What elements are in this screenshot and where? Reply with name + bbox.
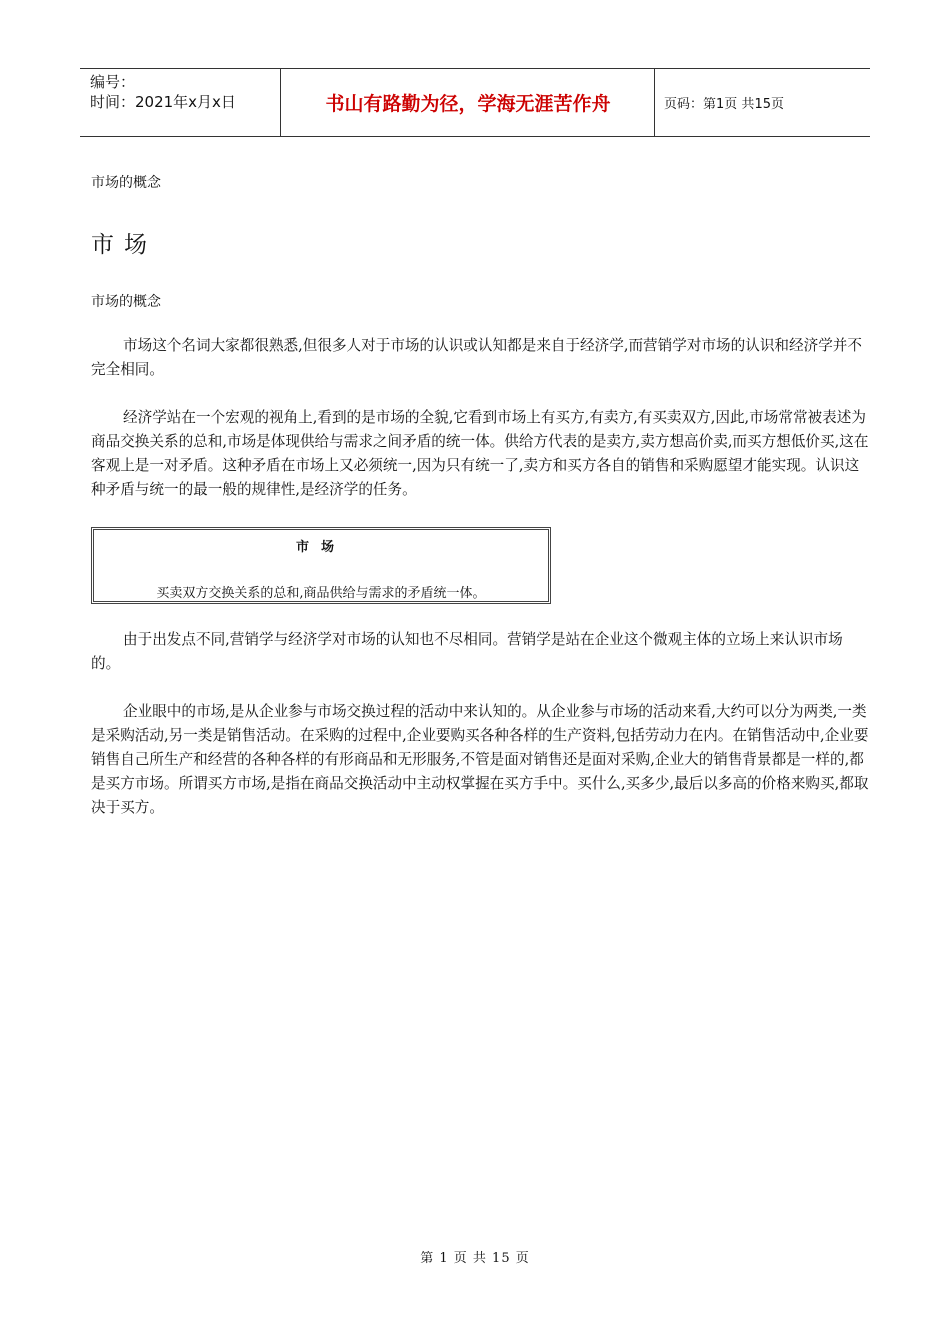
page-number: 1 xyxy=(716,97,725,112)
paragraph-4: 企业眼中的市场,是从企业参与市场交换过程的活动中来认知的。从企业参与市场的活动来看,大约可以分为两类,一类是采购活动,另一类是销售活动。在采购的过程中,企业要购买各种各样的生产资料,包括劳动力在内。在销售活动中,企业要销售自己所生产和经营的各种各样的有形商品和无形服务,不管是面对销售还是面对采购,企业大的销售背景都是一样的,都是买方市场。所谓买方市场,是指在商品交换活动中主动权掌握在买方手中。买什么,买多少,最后以多高的价格来购买,都取决于买方。 xyxy=(91,703,869,816)
top-label: 市场的概念 xyxy=(91,175,161,191)
page-label: 页码：第 xyxy=(664,97,717,112)
paragraph-2: 经济学站在一个宏观的视角上,看到的是市场的全貌,它看到市场上有买方,有卖方,有买卖双方,因此,市场常常被表述为商品交换关系的总和,市场是体现供给与需求之间矛盾的统一体。供给方代表的是卖方,卖方想高价卖,而买方想低价买,这在客观上是一对矛盾。这种矛盾在市场上又必须统一,因为只有统一了,卖方和买方各自的销售和采购愿望才能实现。认识这种矛盾与统一的最一般的规律性,是经济学的任务。 xyxy=(91,409,869,498)
definition-box xyxy=(91,527,551,604)
page-footer: 第 1 页 共 15 页 xyxy=(420,1251,530,1266)
doc-time-label: 时间：2021年x月x日 xyxy=(90,93,236,111)
page-end: 页 xyxy=(770,97,784,112)
doc-number-label: 编号： xyxy=(90,73,136,91)
header-meta xyxy=(90,72,236,112)
section-subtitle: 市场的概念 xyxy=(91,294,161,310)
paragraph-3: 由于出发点不同,营销学与经济学对市场的认知也不尽相同。营销学是站在企业这个微观主体的立场上来认识市场的。 xyxy=(91,631,843,672)
page-mid: 页 共 xyxy=(724,97,755,112)
header-motto: 书山有路勤为径，学海无涯苦作舟 xyxy=(325,93,611,115)
definition-text: 买卖双方交换关系的总和,商品供给与需求的矛盾统一体。 xyxy=(156,586,486,601)
page-header xyxy=(80,68,870,137)
definition-title: 市场 xyxy=(295,540,346,555)
header-divider xyxy=(654,69,655,136)
page-total: 15 xyxy=(754,97,771,112)
page-title: 市场 xyxy=(91,232,157,258)
paragraph-1: 市场这个名词大家都很熟悉,但很多人对于市场的认识或认知都是来自于经济学,而营销学对市场的认识和经济学并不完全相同。 xyxy=(91,337,862,378)
header-page-info xyxy=(664,93,784,112)
